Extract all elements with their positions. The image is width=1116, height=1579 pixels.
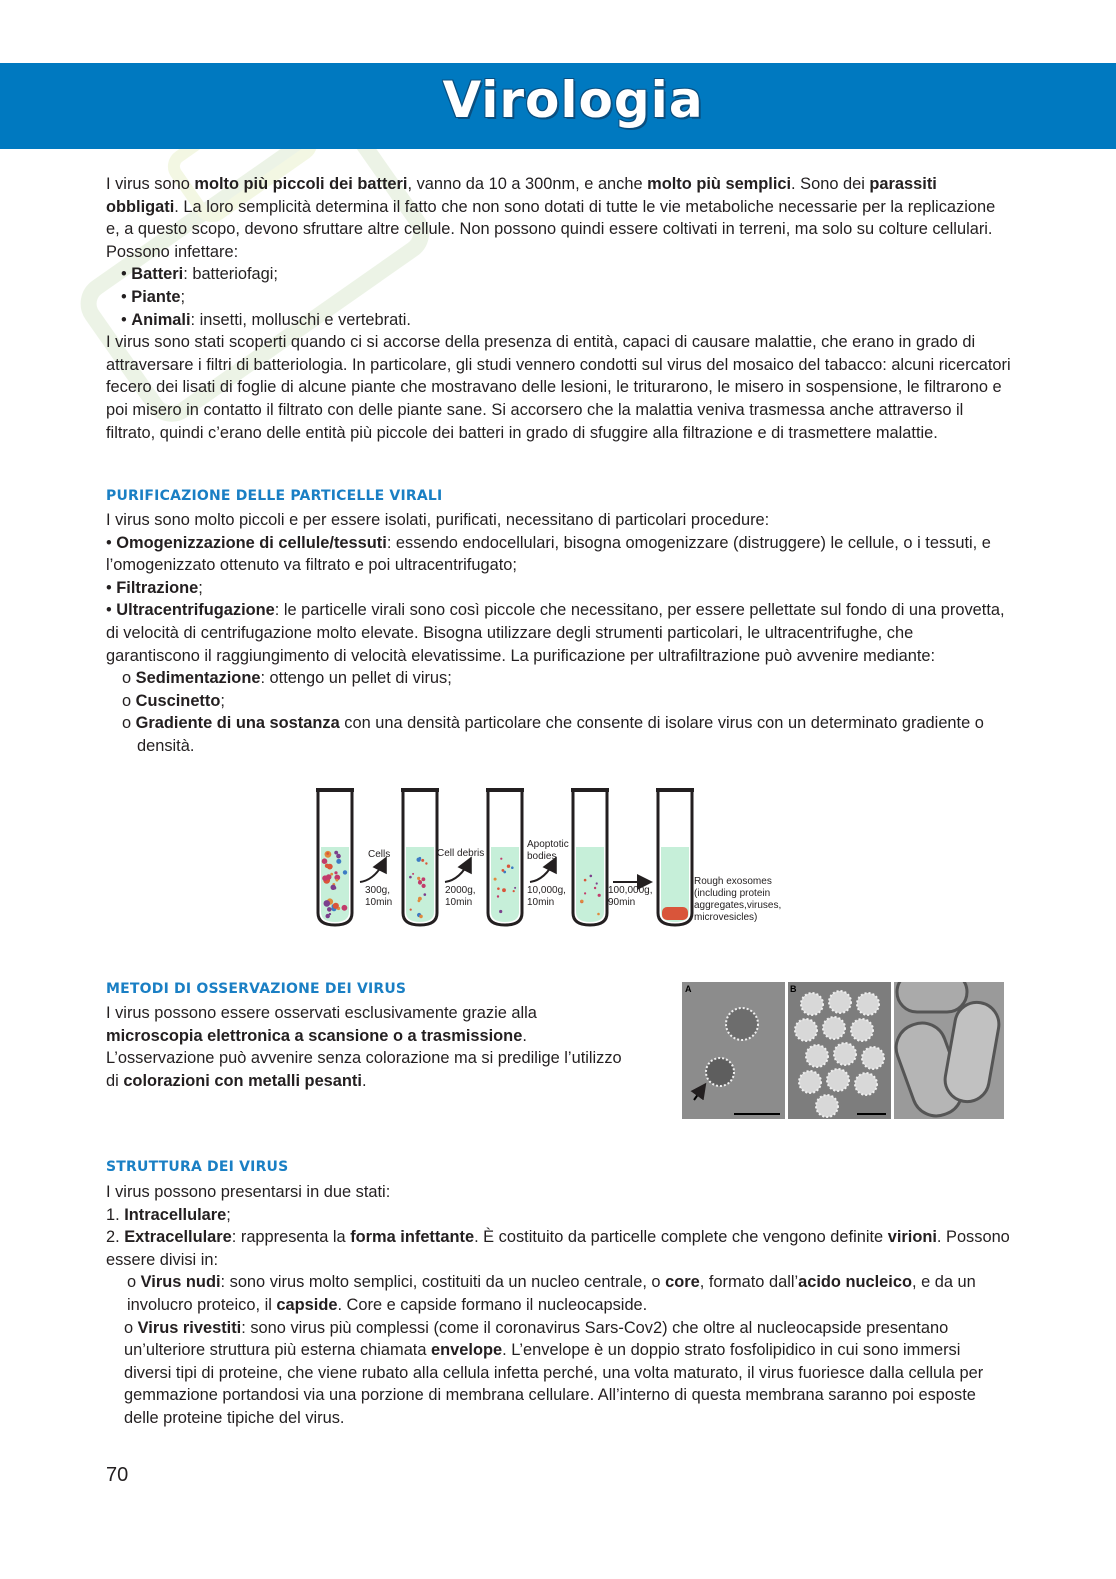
particle-dot: [336, 859, 341, 864]
particle-dot: [513, 890, 515, 892]
text-run: ;: [198, 578, 203, 597]
text-run: : batteriofagi;: [183, 265, 278, 284]
virion: [816, 1095, 838, 1117]
particle-dot: [425, 862, 427, 864]
virion: [823, 1017, 845, 1039]
bold-text: Virus nudi: [140, 1273, 221, 1292]
bold-text: Piante: [131, 287, 181, 306]
bold-text: virioni: [887, 1228, 937, 1247]
step3-label-line2: bodies: [527, 851, 557, 862]
bold-text: Batteri: [131, 265, 184, 284]
test-tube-3: [486, 788, 524, 925]
bold-text: molto più piccoli dei batteri: [194, 175, 408, 193]
text-run: ;: [220, 691, 225, 710]
text-run: o: [122, 691, 136, 710]
particle-dot: [410, 909, 412, 911]
observation-paragraph: [106, 1002, 631, 1092]
step2-time: 10min: [445, 897, 473, 908]
particle-dot: [500, 858, 502, 860]
text-run: 1.: [106, 1205, 125, 1224]
micrograph-label-b: B: [790, 984, 797, 994]
text-run: I virus possono essere osservati esclusivamente grazie alla: [106, 1004, 537, 1022]
text-run: : le particelle virali sono così piccole che necessitano, per essere pellettate sul fondo di una provetta, di velocità di centrifugazione molto elevate. Bisogna utilizzare degli strumenti particolari, le ultracentrifughe, che garantiscono il raggiungimento di velocità elevatissime. La purificazione per ultrafiltrazione può avvenire mediante:: [106, 601, 1005, 665]
virion: [726, 1008, 758, 1040]
particle-dot: [422, 884, 426, 888]
step1-label: Cells: [368, 849, 391, 860]
particle-dot: [502, 888, 506, 892]
host-item-plants: [106, 286, 1011, 309]
observation-section: [106, 1002, 631, 1092]
particle-dot: [329, 913, 331, 915]
bold-text: Omogenizzazione di cellule/tessuti: [116, 533, 387, 552]
virion: [827, 1069, 849, 1091]
result-label-line4: microvesicles): [694, 912, 758, 923]
text-run: •: [121, 287, 132, 306]
purification-section: [106, 509, 1011, 758]
micrograph-label-a: A: [685, 984, 692, 994]
text-run: •: [106, 533, 117, 552]
bold-text: Intracellulare: [124, 1205, 227, 1224]
particle-dot: [597, 913, 600, 916]
step3-time: 10min: [527, 897, 555, 908]
text-run: •: [106, 578, 117, 597]
bold-text: capside: [276, 1295, 338, 1314]
particle-dot: [419, 915, 423, 919]
purification-step-homogenization: [106, 532, 1011, 577]
bold-text: envelope: [431, 1341, 503, 1360]
bold-text: Cuscinetto: [135, 691, 221, 710]
text-run: •: [121, 310, 132, 329]
bold-text: core: [665, 1273, 700, 1292]
purification-step-ultracentrifugation: [106, 599, 1011, 667]
bold-text: Extracellulare: [124, 1228, 232, 1247]
text-run: . La loro semplicità determina il fatto che non sono dotati di tutte le vie metaboliche necessarie per la replicazione e, a questo scopo, devono sfruttare altre cellule. Non possono quindi essere coltivati in terreni, ma solo su colture cellulari. Possono infettare:: [106, 197, 996, 261]
bold-text: Ultracentrifugazione: [116, 601, 275, 620]
particle-dot: [494, 878, 497, 881]
result-label-line1: Rough exosomes: [694, 876, 772, 887]
particle-dot: [424, 893, 427, 896]
state-intracellular: [106, 1204, 1011, 1227]
result-label-line3: aggregates,viruses,: [694, 900, 782, 911]
particle-dot: [418, 897, 422, 901]
particle-dot: [590, 875, 593, 878]
virion: [855, 1073, 877, 1095]
step4-speed: 100,000g,: [608, 885, 653, 896]
bold-text: acido nucleico: [798, 1273, 912, 1292]
test-tube-2: [401, 788, 439, 925]
text-run: : sono virus più complessi (come il coronavirus Sars-Cov2) che oltre al nucleocapside presentano un’ulteriore struttura più esterna chiamata: [124, 1318, 949, 1360]
text-run: I virus sono molto piccoli e per essere isolati, purificati, necessitano di particolari procedure:: [106, 511, 770, 529]
text-run: o: [124, 1318, 138, 1337]
particle-dot: [336, 854, 341, 859]
discovery-paragraph: [106, 331, 1011, 444]
structure-section: [106, 1181, 1011, 1430]
text-run: o: [122, 669, 136, 688]
text-run: I virus sono: [106, 175, 195, 193]
virion: [706, 1058, 734, 1086]
bold-text: colorazioni con metalli pesanti: [123, 1071, 362, 1090]
text-run: . Sono dei: [791, 175, 870, 193]
step3-speed: 10,000g,: [527, 885, 566, 896]
host-item-animals: [106, 309, 1011, 332]
step2-label: Cell debris: [437, 848, 485, 859]
virion: [829, 991, 851, 1013]
bold-text: Virus rivestiti: [137, 1318, 242, 1337]
particle-dot: [417, 858, 421, 862]
particle-dot: [422, 877, 426, 881]
centrifugation-diagram: [305, 785, 805, 935]
particle-dot: [511, 866, 514, 869]
particle-dot: [409, 876, 412, 879]
intro-section: [106, 173, 1011, 444]
particle-dot: [334, 871, 337, 874]
method-gradient: [106, 712, 1011, 757]
particle-dot: [327, 864, 333, 870]
text-run: : essendo endocellulari, bisogna omogenizzare (distruggere) le cellule, o i tessuti, e l’omogenizzato ottenuto va filtrato e poi ultracentrifugato;: [106, 533, 991, 575]
bold-text: Gradiente di una sostanza: [135, 714, 340, 733]
pellet: [662, 907, 688, 920]
purification-step-filtration: [106, 577, 1011, 600]
structure-intro: [106, 1181, 1011, 1204]
particle-dot: [596, 882, 598, 884]
text-run: . L’osservazione può avvenire senza colorazione ma si predilige l’utilizzo di: [106, 1026, 622, 1090]
virion: [862, 1047, 884, 1069]
particle-dot: [502, 869, 505, 872]
test-tube-4: [571, 788, 609, 925]
text-run: , e da un involucro proteico, il: [127, 1273, 976, 1314]
particle-dot: [421, 859, 424, 862]
particle-dot: [412, 873, 414, 875]
type-enveloped-virus: [106, 1317, 1011, 1430]
purification-intro: [106, 509, 1011, 532]
particle-dot: [598, 894, 601, 897]
particle-dot: [322, 858, 328, 864]
particle-dot: [342, 905, 348, 911]
test-tube-1: [316, 788, 354, 925]
step1-speed: 300g,: [365, 885, 391, 896]
particle-dot: [499, 910, 502, 913]
text-run: . Possono essere divisi in:: [106, 1228, 1010, 1269]
particle-dot: [594, 887, 596, 889]
method-sedimentation: [106, 667, 1011, 690]
particle-dot: [580, 900, 583, 903]
page-number: 70: [106, 1464, 129, 1486]
text-run: : insetti, molluschi e vertebrati.: [190, 310, 411, 329]
text-run: . Core e capside formano il nucleocapside.: [337, 1295, 648, 1314]
text-run: : sono virus molto semplici, costituiti da un nucleo centrale, o: [220, 1273, 666, 1292]
virion: [834, 1043, 856, 1065]
particle-dot: [334, 851, 338, 855]
text-run: I virus possono presentarsi in due stati:: [106, 1183, 391, 1201]
section-heading-purification: PURIFICAZIONE DELLE PARTICELLE VIRALI: [106, 488, 443, 504]
text-run: : ottengo un pellet di virus;: [260, 669, 452, 688]
text-run: 2.: [106, 1228, 125, 1247]
title-banner: [0, 63, 1116, 149]
particle-dot: [343, 870, 347, 874]
virion: [857, 993, 879, 1015]
virion: [799, 1071, 821, 1093]
particle-dot: [324, 900, 331, 907]
particle-dot: [326, 852, 329, 855]
page-title: Virologia: [442, 71, 704, 129]
particle-dot: [327, 907, 332, 912]
step4-time: 90min: [608, 897, 636, 908]
virion: [795, 1019, 817, 1041]
particle-dot: [418, 880, 422, 884]
electron-micrographs: [682, 982, 1004, 1119]
particle-dot: [333, 903, 339, 909]
bold-text: Filtrazione: [116, 578, 199, 597]
text-run: ;: [180, 287, 186, 306]
test-tube-5: [656, 788, 694, 925]
particle-dot: [584, 879, 587, 882]
particle-dot: [497, 895, 499, 897]
text-run: o: [127, 1273, 141, 1292]
text-run: I virus sono stati scoperti quando ci si accorse della presenza di entità, capaci di causare malattie, che erano in grado di attraversare i filtri di batteriologia. In particolare, gli studi vennero condotti sul virus del mosaico del tabacco: alcuni ricercatori fecero dei lisati di foglie di alcune piante che mostravano delle lesioni, le triturarono, le misero in sospensione, le filtrarono e poi misero in contatto il filtrato con delle piante sane. Si accorsero che la malattia veniva trasmessa anche attraverso il filtrato, quindi c’erano delle entità più piccole dei batteri in grado di sfuggire alla filtrazione e di trasmettere malattie.: [106, 333, 1011, 442]
bold-text: molto più semplici: [647, 175, 792, 193]
particle-dot: [584, 892, 586, 894]
section-heading-structure: STRUTTURA DEI VIRUS: [106, 1159, 289, 1175]
virion: [801, 993, 823, 1015]
text-run: con una densità particolare che consente di isolare virus con un determinato gradiente o densità.: [137, 714, 984, 755]
bold-text: Sedimentazione: [135, 669, 261, 688]
particle-dot: [417, 877, 420, 880]
text-run: .: [361, 1071, 367, 1090]
particle-dot: [336, 879, 339, 882]
particle-dot: [331, 885, 336, 890]
step1-time: 10min: [365, 897, 393, 908]
bold-text: microscopia elettronica a scansione o a trasmissione: [106, 1026, 523, 1045]
text-run: : rappresenta la: [231, 1228, 351, 1247]
text-run: •: [121, 265, 132, 284]
virion: [806, 1045, 828, 1067]
step3-label-line1: Apoptotic: [527, 839, 569, 850]
type-naked-virus: [106, 1271, 1011, 1316]
state-extracellular: [106, 1226, 1011, 1271]
particle-dot: [514, 887, 516, 889]
text-run: . È costituito da particelle complete che vengono definite: [474, 1228, 888, 1247]
particle-dot: [326, 874, 332, 880]
text-run: . L’envelope è un doppio strato fosfolipidico in cui sono immersi diversi tipi di proteine, che viene rubato alla cellula infetta perché, una volta maturato, il virus fuoriesce dalla cellula per gemmazione portandosi via una porzione di membrana cellulare. All’interno di questa membrana saranno poi esposte delle proteine tipiche del virus.: [124, 1341, 984, 1427]
text-run: o: [122, 714, 136, 733]
bold-text: Animali: [131, 310, 191, 329]
step2-speed: 2000g,: [445, 885, 476, 896]
text-run: •: [106, 601, 117, 620]
virion: [851, 1019, 873, 1041]
section-heading-observation: METODI DI OSSERVAZIONE DEI VIRUS: [106, 981, 407, 997]
particle-dot: [497, 887, 500, 890]
particle-dot: [507, 865, 510, 868]
host-item-bacteria: [106, 263, 1011, 286]
text-run: ;: [226, 1205, 231, 1224]
bold-text: parassiti obbligati: [106, 175, 937, 216]
text-run: , vanno da 10 a 300nm, e anche: [407, 175, 648, 193]
result-label-line2: (including protein: [694, 888, 771, 899]
method-cushion: [106, 690, 1011, 713]
intro-paragraph: [106, 173, 1011, 263]
text-run: , formato dall’: [699, 1273, 799, 1292]
bold-text: forma infettante: [350, 1228, 475, 1247]
